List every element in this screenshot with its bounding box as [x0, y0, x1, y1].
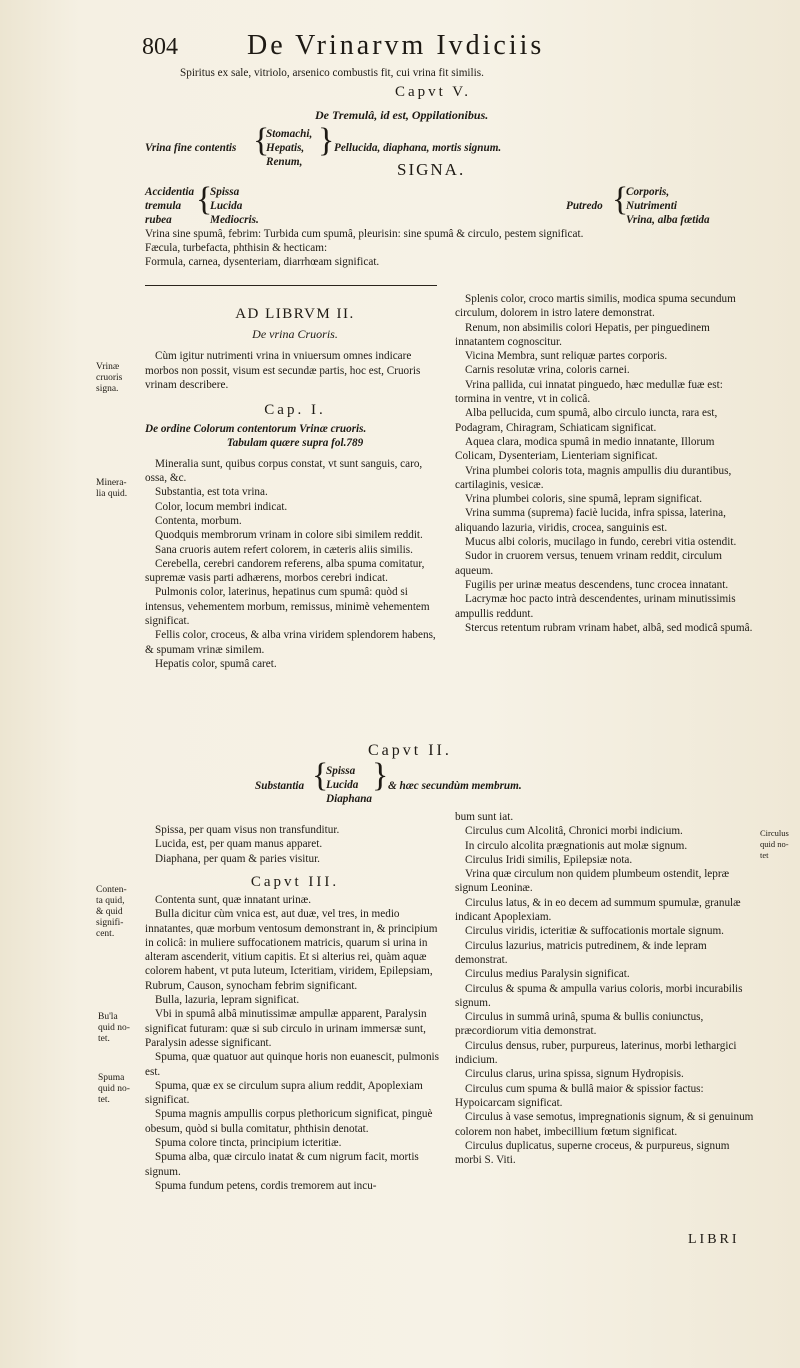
ad-librum-heading: AD LIBRVM II.	[235, 306, 355, 322]
margin-note-contenta	[96, 885, 140, 940]
accidentia-label-1: Accidentia	[145, 186, 195, 198]
margin-line: cruoris	[96, 373, 123, 383]
caput-v-line-1: Vrina sine spumâ, febrim: Turbida cum spumâ, pleurisin: sine spumâ & circulo, pestem significat.	[145, 228, 584, 240]
accidentia-item-lucida: Lucida	[210, 200, 243, 212]
caput-v-result: Pellucida, diaphana, mortis signum.	[334, 142, 502, 154]
margin-note-circulus	[760, 828, 798, 861]
page-number: 804	[142, 34, 178, 60]
margin-line: Circulus	[760, 828, 789, 838]
margin-line: Minera-	[96, 478, 127, 488]
caput-iii-left-line: Spuma magnis ampullis corpus plethoricum significat, pinguè obesum, quòd si bulla comitatur, phthisin denotat.	[145, 1108, 433, 1135]
caput-iii-right-line: Circulus clarus, urina spissa, signum Hydropisis.	[465, 1068, 684, 1081]
accidentia-label-2: tremula	[145, 200, 182, 212]
signa-heading: SIGNA.	[397, 160, 466, 179]
vrina-stem: Vrina fine contentis	[145, 142, 237, 154]
caput-iii-right-line: Vrina quæ circulum non quidem plumbeum ostendit, lepræ signum Leoninæ.	[455, 868, 730, 895]
margin-line: lia quid.	[96, 489, 128, 499]
caput-iii-heading: Capvt III.	[250, 874, 340, 890]
margin-note-bulla	[98, 1012, 142, 1045]
margin-line: tet.	[98, 1034, 110, 1044]
left-line: Mineralia sunt, quibus corpus constat, vt sunt sanguis, caro, ossa, &c.	[145, 457, 423, 485]
right-line: Renum, non absimilis colori Hepatis, per pinguedinem innatantem cognoscitur.	[455, 321, 710, 348]
margin-note-mineralia	[96, 478, 140, 500]
cap-i-sub-2: Tabulam quære supra fol.789	[226, 437, 364, 450]
putredo-item-corporis: Corporis,	[626, 186, 670, 198]
caput-ii-line: Diaphana, per quam & paries visitur.	[155, 852, 320, 865]
right-line: Vrina plumbei coloris tota, magnis ampullis diu durantibus, cartilaginis, vesicæ.	[455, 464, 732, 491]
caput-iii-right-line: Circulus viridis, icteritiæ & suffocationis mortale signum.	[465, 925, 724, 938]
right-line: Splenis color, croco martis similis, modica spuma secundum circulum, dolorem in istro latere demonstrat.	[455, 293, 736, 320]
caput-iii-left	[145, 874, 445, 1193]
caput-iii-left-line: Contenta sunt, quæ innatant urinæ.	[155, 894, 311, 906]
caput-ii-lines	[145, 823, 445, 866]
caput-iii-left-line: Bulla, lazuria, lepram significat.	[155, 994, 300, 1007]
left-line: Quodquis membrorum vrinam in colore sibi similem reddit.	[155, 529, 423, 542]
margin-line: quid no-	[98, 1084, 130, 1094]
caput-iii-right-line: Circulus duplicatus, superne croceus, & purpureus, signum morbi S. Viti.	[455, 1139, 730, 1167]
caput-iii-right-line: Circulus lazurius, matricis putredinem, & inde lepram demonstrat.	[455, 939, 707, 966]
margin-line: signifi-	[96, 918, 124, 928]
caput-iii-left-line: Spuma, quæ quatuor aut quinque horis non euanescit, pulmonis est.	[145, 1051, 440, 1078]
accidentia-label-3: rubea	[145, 214, 172, 226]
right-line: Alba pellucida, cum spumâ, albo circulo iuncta, rara est, Podagram, Chiragram, Schiaticam significat.	[455, 407, 718, 434]
caput-iii-right-line: Circulus cum spuma & bullâ maior & spissior factus: Hypoicarcam significat.	[455, 1082, 704, 1109]
caput-iii-left-line: Spuma fundum petens, cordis tremorem aut incu-	[155, 1179, 377, 1192]
running-title: De Vrinarvm Ivdiciis	[247, 30, 545, 61]
caput-iii-right-line: Circulus & spuma & ampulla varius coloris, morbi incurabilis signum.	[455, 982, 743, 1009]
section-rule	[145, 285, 437, 286]
margin-line: tet	[760, 850, 769, 860]
cap-i-heading: Cap. I.	[264, 402, 326, 419]
substantia-label: Substantia	[255, 780, 305, 792]
caput-v-line-3: Formula, carnea, dysenteriam, diarrhœam significat.	[145, 256, 380, 268]
substantia-diaphana: Diaphana	[326, 793, 373, 805]
caput-iii-right	[455, 810, 755, 1167]
margin-line: tet.	[98, 1095, 110, 1105]
margin-line: signa.	[96, 384, 119, 394]
margin-line: Conten-	[96, 885, 127, 895]
right-column-top	[455, 292, 755, 635]
caput-v-heading: Capvt V.	[395, 84, 471, 100]
left-line: Pulmonis color, laterinus, hepatinus cum spumâ: quòd si intensus, vehementem morbum, remissus, minimè vehementem significat.	[145, 586, 430, 628]
caput-iii-left-line: Spuma colore tincta, principium icteritiæ.	[155, 1137, 342, 1150]
margin-line: cent.	[96, 929, 115, 939]
cruoris-paragraph: Cùm igitur nutrimenti vrina in vniuersum omnes indicare morbos non possit, visum est secundæ partis, hoc est, Cruoris vrinam describere.	[145, 350, 421, 391]
caput-v-line-2: Fæcula, turbefacta, phthisin & hecticam:	[145, 242, 328, 254]
caput-iii-right-line: bum sunt iat.	[455, 811, 514, 823]
left-line: Contenta, morbum.	[155, 514, 242, 527]
catchword: LIBRI	[688, 1232, 740, 1247]
caput-iii-right-line: Circulus Iridi similis, Epilepsiæ nota.	[465, 853, 633, 866]
margin-line: quid no-	[760, 839, 789, 849]
left-line: Hepatis color, spumâ caret.	[155, 657, 277, 670]
substantia-result: & hæc secundùm membrum.	[388, 780, 522, 792]
intro-line: Spiritus ex sale, vitriolo, arsenico combustis fit, cui vrina fit similis.	[180, 67, 484, 79]
caput-iii-right-line: Circulus cum Alcolitâ, Chronici morbi indicium.	[465, 825, 683, 838]
left-line: Substantia, est tota vrina.	[155, 486, 268, 499]
putredo-brace: {	[612, 181, 629, 218]
margin-line: Spuma	[98, 1073, 125, 1083]
left-line: Color, locum membri indicat.	[155, 500, 288, 513]
putredo-label: Putredo	[566, 200, 603, 212]
substantia-lucida: Lucida	[326, 779, 359, 791]
cap-i-sub-1: De ordine Colorum contentorum Vrinæ cruoris.	[145, 423, 367, 436]
right-line: Fugilis per urinæ meatus descendens, tunc crocea innatant.	[465, 578, 729, 591]
right-line: Vrina pallida, cui innatat pinguedo, hæc medullæ fuæ est: tormina in ventre, vt in colicâ.	[455, 378, 723, 406]
right-line: Carnis resolutæ vrina, coloris carnei.	[465, 364, 630, 377]
accidentia-brace: {	[196, 181, 213, 218]
caput-ii-line: Lucida, est, per quam manus apparet.	[155, 838, 323, 851]
caput-iii-left-line: Spuma alba, quæ circulo inatat & cum nigrum facit, mortis signum.	[145, 1151, 419, 1178]
caput-iii-left-line: Spuma, quæ ex se circulum supra alium reddit, Apoplexiam significat.	[145, 1079, 423, 1107]
margin-note-spuma	[98, 1073, 142, 1106]
left-line: Sana cruoris autem refert colorem, in cæteris aliis similis.	[155, 543, 413, 556]
substantia-brace-right: }	[372, 757, 389, 794]
right-line: Vrina plumbei coloris, sine spumâ, lepram significat.	[465, 493, 703, 506]
left-line: Cerebella, cerebri candorem referens, alba spuma comitatur, supremæ vasis parti adhærens, morbos cerebri indicat.	[145, 557, 425, 585]
margin-note-vrinae	[96, 362, 140, 395]
substantia-spissa: Spissa	[326, 765, 356, 777]
brace-left: {	[253, 122, 270, 159]
margin-line: & quid	[96, 907, 123, 917]
organ-renum: Renum,	[266, 156, 303, 168]
organ-stomachi: Stomachi,	[266, 128, 313, 140]
running-head	[142, 30, 702, 70]
right-line: Sudor in cruorem versus, tenuem vrinam reddit, circulum aqueum.	[455, 550, 722, 577]
accidentia-item-spissa: Spissa	[210, 186, 240, 198]
left-line: Fellis color, croceus, & alba vrina viridem splendorem habens, & spumam vrinæ similem.	[145, 629, 436, 656]
putredo-item-vrina: Vrina, alba fœtida	[626, 214, 710, 226]
de-vrina-cruoris: De vrina Cruoris.	[252, 327, 338, 341]
right-line: Aquea clara, modica spumâ in medio innatante, Illorum Colicam, Dysenteriam, Lienteriam significat.	[455, 435, 715, 463]
brace-right: }	[318, 122, 335, 159]
caput-ii-line: Spissa, per quam visus non transfunditur.	[155, 824, 340, 836]
caput-iii-right-line: Circulus medius Paralysin significat.	[465, 968, 630, 981]
caput-iii-right-line: Circulus à vase semotus, impregnationis signum, & si genuinum colorem non habet, imbecillium fœtum significat.	[455, 1111, 754, 1138]
putredo-item-nutrimenti: Nutrimenti	[626, 200, 677, 212]
right-line: Mucus albi coloris, mucilago in fundo, cerebri vitia ostendit.	[465, 536, 737, 549]
margin-line: quid no-	[98, 1023, 130, 1033]
margin-line: Bu'la	[98, 1012, 118, 1022]
caput-iii-right-line: Circulus in summâ urinâ, spuma & bullis coniunctus, præcordiorum vitia demonstrat.	[455, 1011, 704, 1038]
caput-iii-left-line: Vbi in spumâ albâ minutissimæ ampullæ apparent, Paralysin significat futuram: quæ si sub circulo in urinam immersæ sunt, Paralysin adesse significant.	[145, 1008, 427, 1049]
margin-line: ta quid,	[96, 896, 125, 906]
caput-iii-right-line: Circulus densus, ruber, purpureus, laterinus, morbi lethargici indicium.	[455, 1039, 737, 1067]
right-line: Stercus retentum rubram vrinam habet, albâ, sed modicâ spumâ.	[465, 621, 753, 634]
substantia-brace-left: {	[312, 757, 329, 794]
right-line: Lacrymæ hoc pacto intrà descendentes, urinam minutissimis ampullis reddunt.	[455, 593, 736, 620]
caput-v-subtitle: De Tremulâ, id est, Oppilationibus.	[315, 108, 489, 122]
caput-iii-right-line: In circulo alcolita prægnationis aut molæ signum.	[465, 839, 688, 852]
accidentia-item-mediocris: Mediocris.	[210, 214, 259, 226]
right-line: Vrina summa (suprema) faciè lucida, infra spissa, laterina, aliquando lazuria, viridis, crocea, sanguinis est.	[455, 507, 726, 534]
margin-line: Vrinæ	[96, 362, 120, 372]
organ-hepatis: Hepatis,	[266, 142, 305, 154]
caput-iii-right-line: Circulus latus, & in eo decem ad summum spumulæ, granulæ indicant Apoplexiam.	[455, 896, 741, 924]
right-line: Vicina Membra, sunt reliquæ partes corporis.	[465, 350, 668, 363]
caput-ii-heading: Capvt II.	[368, 742, 452, 759]
caput-iii-left-line: Bulla dicitur cùm vnica est, aut duæ, vel tres, in medio innatantes, quæ morbum ventosum demonstrant in, & principium in colicâ: in muliere suffocationem matricis, quarum si urina in alteram ascenderit, vitium capitis. Et si alterius rei, quàm aquæ colorem habent, vt puta luteum, Icteritiam, viridem, Epilepsiam, Rubrum, Causon, synocham febrim significant.	[145, 908, 438, 992]
left-column-top	[145, 306, 445, 671]
